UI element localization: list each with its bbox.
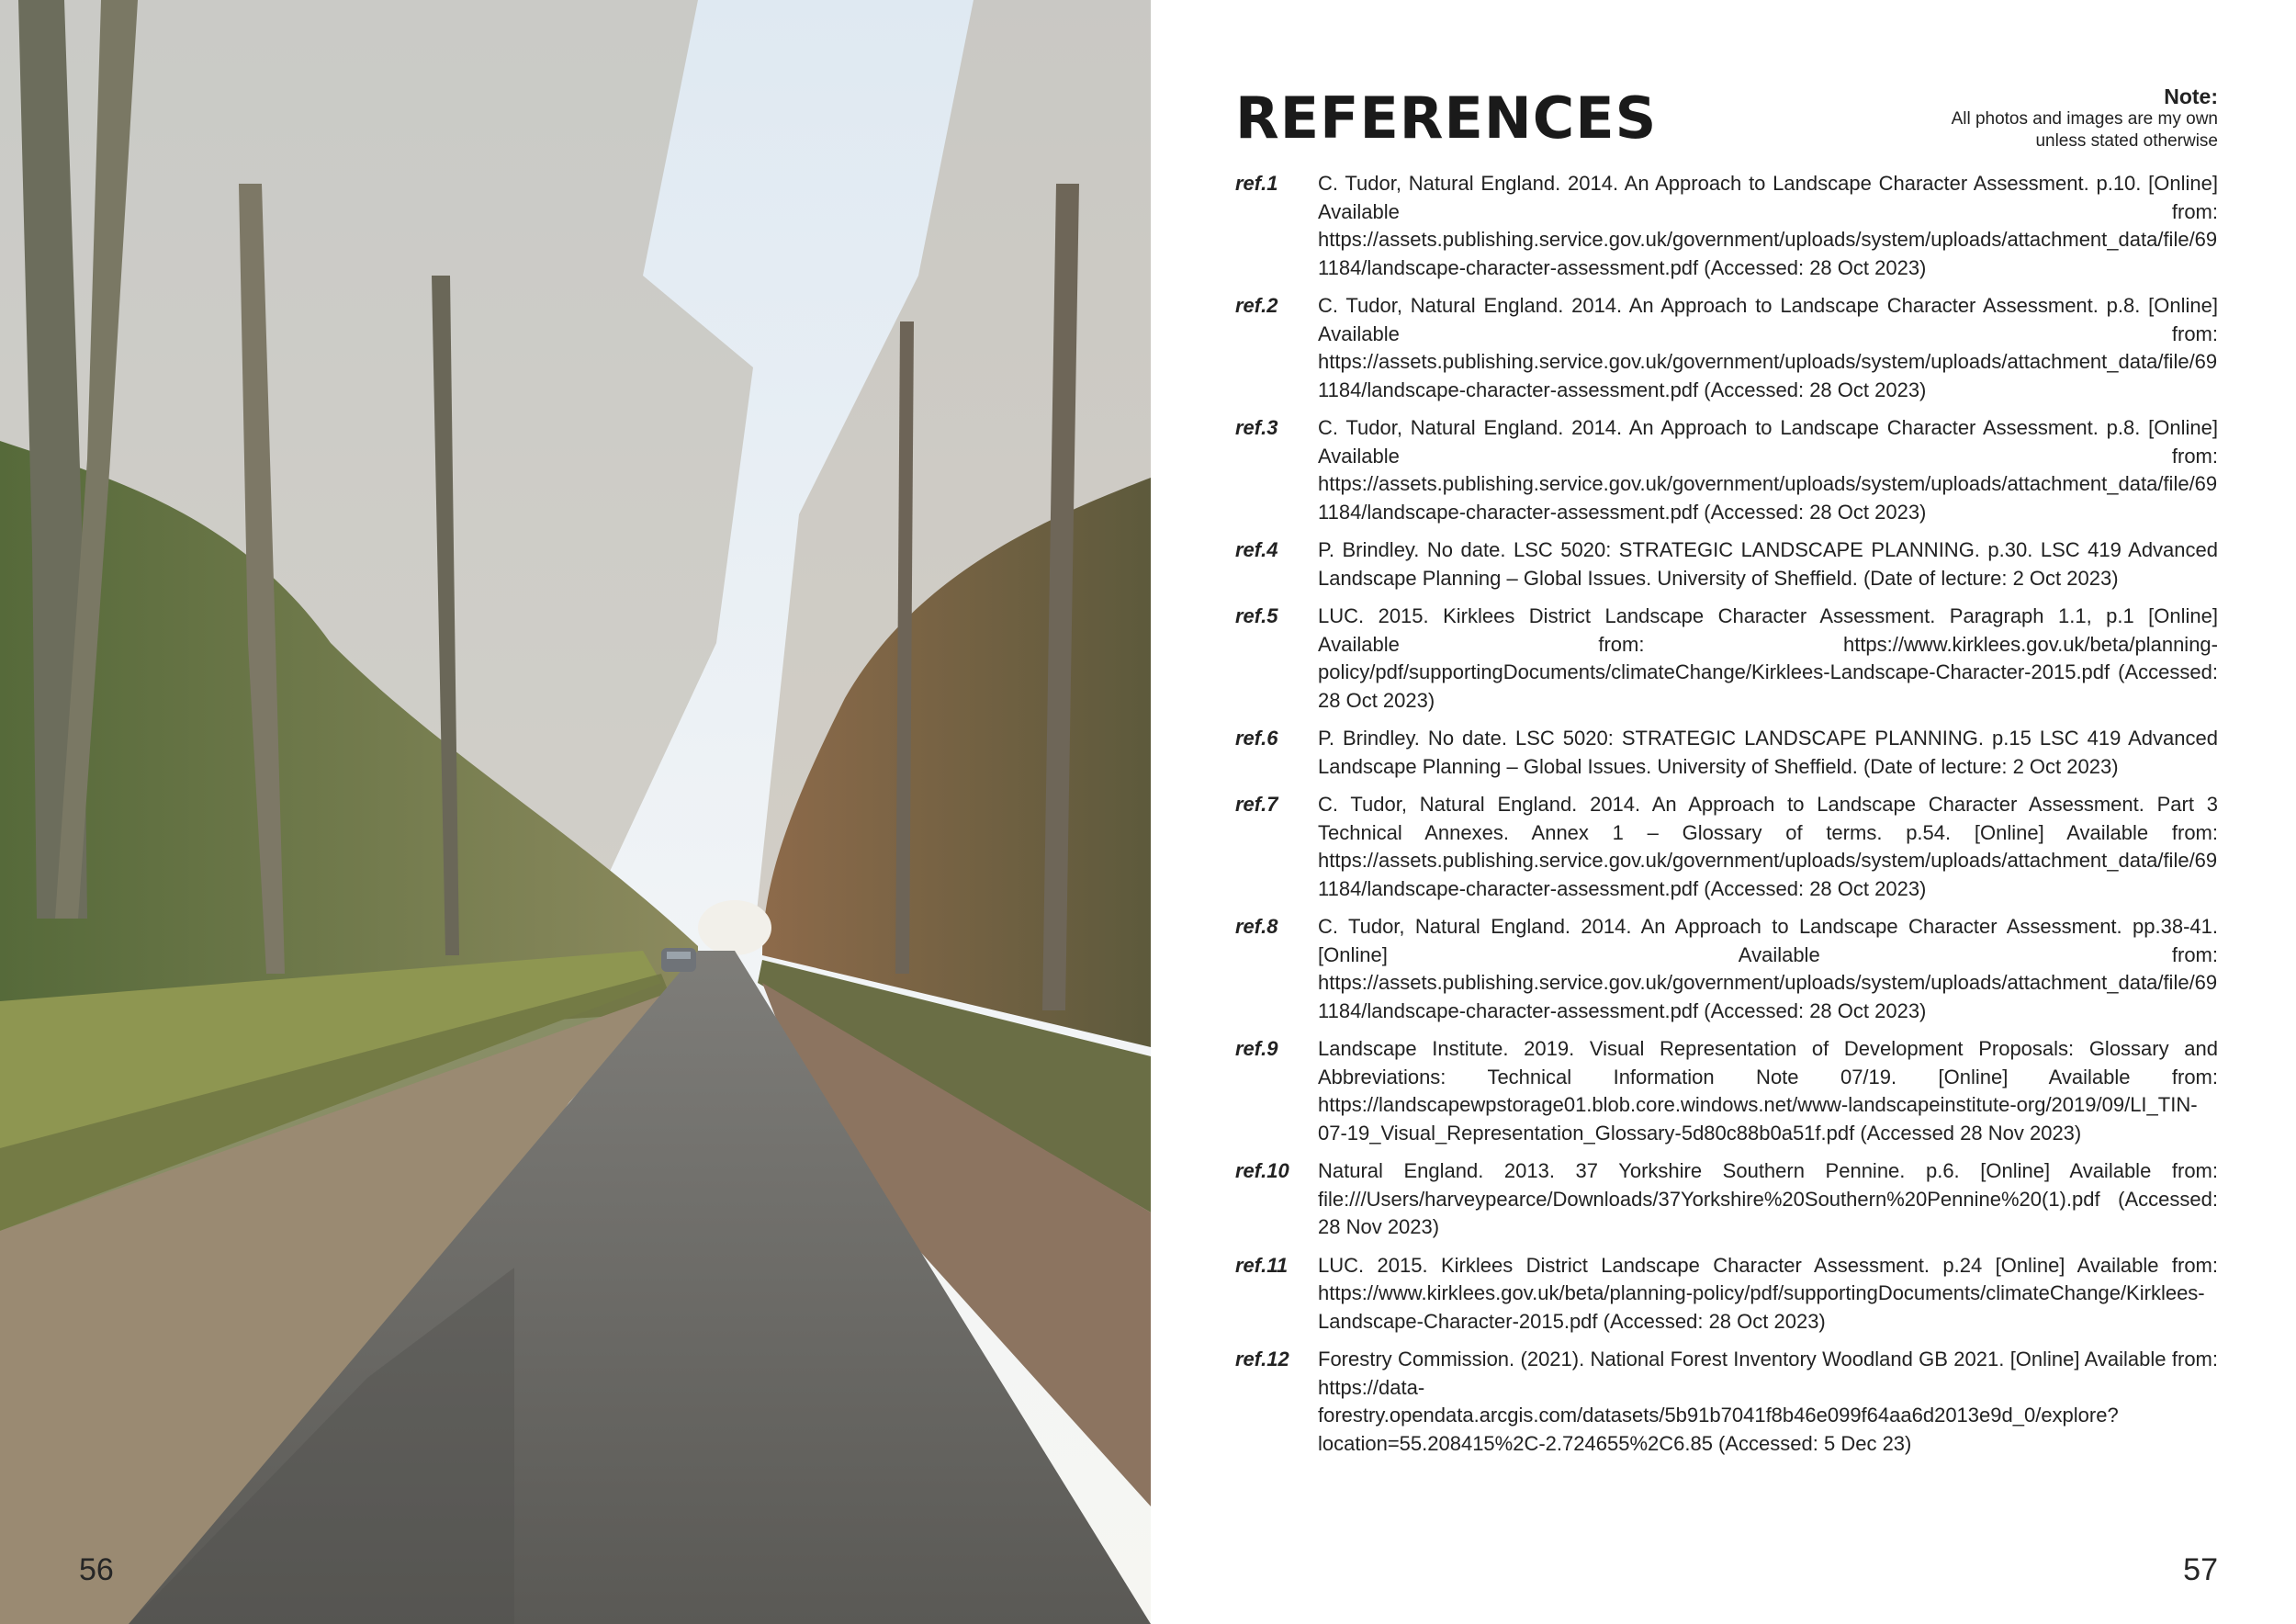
page-number-right: 57 [2183, 1552, 2218, 1587]
reference-text: P. Brindley. No date. LSC 5020: STRATEGIC LANDSCAPE PLANNING. p.30. LSC 419 Advanced Landscape Planning – Global Issues. University of Sheffield. (Date of lecture: 2 Oct 2023) [1318, 538, 2218, 590]
reference-item [1235, 725, 2218, 781]
reference-text: Forestry Commission. (2021). National Forest Inventory Woodland GB 2021. [Online] Available from: https://data-forestry.opendata.arcgis.com/datasets/5b91b7041f8b46e099f64aa6d2013e9d_0/explore?location=55.208415%2C-2.724655%2C6.85 (Accessed: 5 Dec 23) [1318, 1348, 2218, 1455]
reference-text: C. Tudor, Natural England. 2014. An Approach to Landscape Character Assessment. Part 3 Technical Annexes. Annex 1 – Glossary of terms. p.54. [Online] Available from: https://assets.publishing.service.gov.uk/government/uploads/system/uploads/attachment_data/file/691184/landscape-character-assessment.pdf (Accessed: 28 Oct 2023) [1318, 793, 2218, 900]
reference-item [1235, 791, 2218, 903]
reference-text: P. Brindley. No date. LSC 5020: STRATEGIC LANDSCAPE PLANNING. p.15 LSC 419 Advanced Landscape Planning – Global Issues. University of Sheffield. (Date of lecture: 2 Oct 2023) [1318, 727, 2218, 778]
reference-item [1235, 536, 2218, 592]
reference-label: ref.12 [1235, 1348, 1289, 1370]
reference-text: C. Tudor, Natural England. 2014. An Approach to Landscape Character Assessment. pp.38-41. [Online] Available from: https://assets.publishing.service.gov.uk/government/uploads/system/uploads/attachment_data/file/691184/landscape-character-assessment.pdf (Accessed: 28 Oct 2023) [1318, 915, 2218, 1022]
reference-item [1235, 1252, 2218, 1336]
right-page [1151, 0, 2296, 1624]
reference-item [1235, 414, 2218, 526]
page-title: REFERENCES [1235, 85, 1658, 152]
reference-text: C. Tudor, Natural England. 2014. An Approach to Landscape Character Assessment. p.8. [Online] Available from: https://assets.publishing.service.gov.uk/government/uploads/system/uploads/attachment_data/file/691184/landscape-character-assessment.pdf (Accessed: 28 Oct 2023) [1318, 294, 2218, 401]
reference-item [1235, 913, 2218, 1025]
reference-item [1235, 1346, 2218, 1458]
reference-label: ref.5 [1235, 604, 1278, 627]
reference-label: ref.11 [1235, 1253, 1289, 1277]
note-line: unless stated otherwise [2035, 131, 2218, 151]
reference-label: ref.4 [1235, 538, 1278, 561]
reference-label: ref.1 [1235, 172, 1278, 195]
reference-text: Natural England. 2013. 37 Yorkshire Southern Pennine. p.6. [Online] Available from: file:///Users/harveypearce/Downloads/37Yorkshire%20Southern%20Pennine%20(1).pdf (Accessed: 28 Nov 2023) [1318, 1159, 2218, 1238]
reference-item [1235, 1157, 2218, 1242]
reference-text: C. Tudor, Natural England. 2014. An Approach to Landscape Character Assessment. p.8. [Online] Available from: https://assets.publishing.service.gov.uk/government/uploads/system/uploads/attachment_data/file/691184/landscape-character-assessment.pdf (Accessed: 28 Oct 2023) [1318, 416, 2218, 524]
reference-label: ref.10 [1235, 1159, 1289, 1182]
reference-label: ref.2 [1235, 294, 1278, 317]
page-number-left: 56 [79, 1552, 114, 1587]
reference-list [1235, 170, 2218, 1468]
reference-label: ref.3 [1235, 416, 1278, 439]
reference-text: LUC. 2015. Kirklees District Landscape Character Assessment. Paragraph 1.1, p.1 [Online] Available from: https://www.kirklees.gov.uk/beta/planning-policy/pdf/supportingDocuments/climateChange/Kirklees-Landscape-Character-2015.pdf (Accessed: 28 Oct 2023) [1318, 604, 2218, 712]
photo-credit-note [1869, 85, 2218, 152]
reference-item [1235, 1035, 2218, 1147]
reference-item [1235, 292, 2218, 404]
reference-item [1235, 603, 2218, 715]
reference-label: ref.7 [1235, 793, 1278, 816]
reference-label: ref.6 [1235, 727, 1278, 750]
reference-item [1235, 170, 2218, 282]
reference-label: ref.8 [1235, 915, 1278, 938]
note-title: Note: [2164, 85, 2218, 108]
reference-text: C. Tudor, Natural England. 2014. An Approach to Landscape Character Assessment. p.10. [Online] Available from: https://assets.publishing.service.gov.uk/government/uploads/system/uploads/attachment_data/file/691184/landscape-character-assessment.pdf (Accessed: 28 Oct 2023) [1318, 172, 2218, 279]
note-line: All photos and images are my own [1951, 109, 2218, 129]
reference-text: LUC. 2015. Kirklees District Landscape Character Assessment. p.24 [Online] Available from: https://www.kirklees.gov.uk/beta/planning-policy/pdf/supportingDocuments/climateChange/Kirklees-Landscape-Character-2015.pdf (Accessed: 28 Oct 2023) [1318, 1253, 2218, 1333]
reference-label: ref.9 [1235, 1037, 1278, 1060]
reference-text: Landscape Institute. 2019. Visual Representation of Development Proposals: Glossary and Abbreviations: Technical Information Note 07/19. [Online] Available from: https://landscapewpstorage01.blob.core.windows.net/www-landscapeinstitute-org/2019/09/LI_TIN-07-19_Visual_Representation_Glossary-5d80c88b0a51f.pdf (Accessed 28 Nov 2023) [1318, 1037, 2218, 1145]
